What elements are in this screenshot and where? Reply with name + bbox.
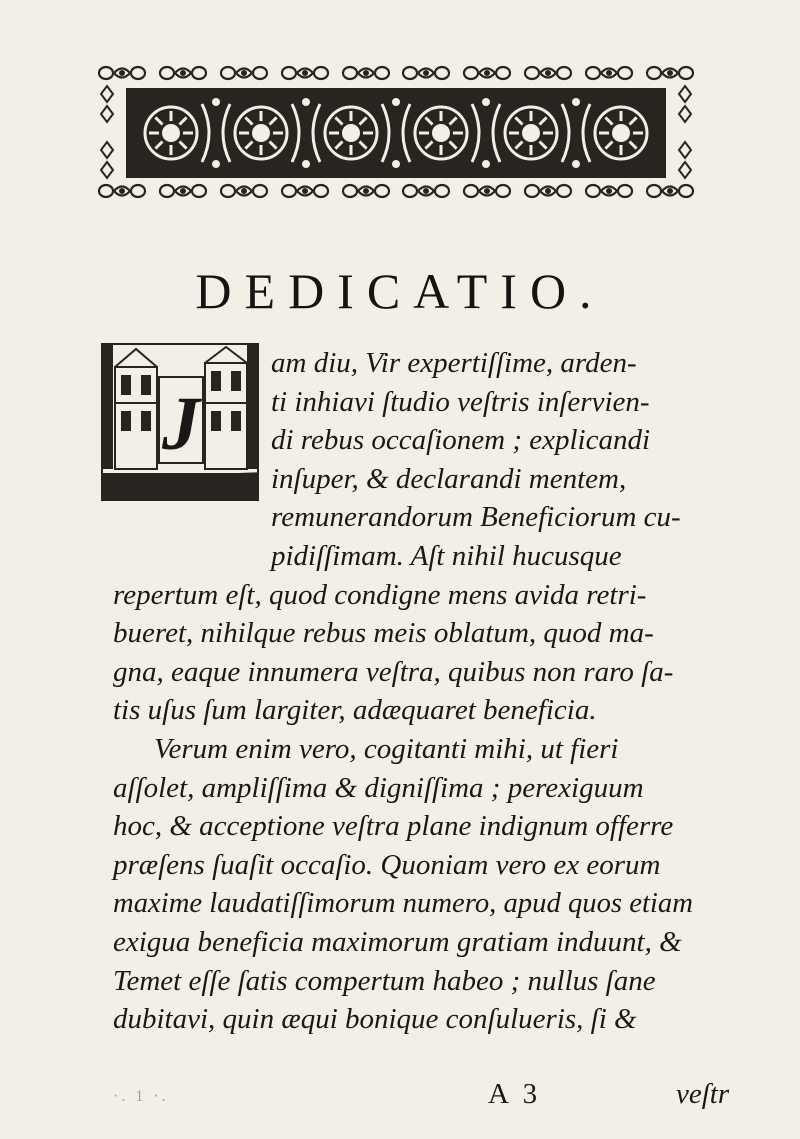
text-line: remunerandorum Beneficiorum cu-	[271, 501, 681, 534]
signature-mark: A 3	[488, 1078, 542, 1110]
text-line: exigua beneficia maximorum gratiam induunt, &	[113, 926, 682, 958]
fleuron-icon	[96, 180, 148, 202]
text-line: inſuper, & declarandi mentem,	[271, 462, 627, 495]
fleuron-icon	[677, 140, 693, 180]
fleuron-icon	[400, 180, 452, 202]
initial-letter: J	[162, 382, 200, 466]
fleuron-icon	[279, 62, 331, 84]
text-line: di rebus occaſionem ; explicandi	[271, 424, 651, 457]
text-line: aſſolet, ampliſſima & digniſſima ; perexiguum	[113, 771, 644, 804]
text-line: tis uſus ſum largiter, adæquaret beneficia.	[113, 694, 597, 727]
fleuron-icon	[218, 180, 270, 202]
decorated-initial	[101, 343, 259, 501]
fleuron-icon	[279, 180, 331, 202]
text-line: Verum enim vero, cogitanti mihi, ut fieri	[154, 733, 619, 765]
fleuron-icon	[522, 180, 574, 202]
text-line: am diu, Vir expertiſſime, arden-	[271, 347, 637, 379]
ornamental-band-icon	[126, 88, 666, 178]
fleuron-border-bottom	[96, 180, 696, 202]
fleuron-icon	[96, 62, 148, 84]
fleuron-icon	[99, 84, 115, 124]
fleuron-icon	[400, 62, 452, 84]
text-line: præſens ſuaſit occaſio. Quoniam vero ex eorum	[113, 848, 661, 881]
text-line: maxime laudatiſſimorum numero, apud quos etiam	[113, 887, 693, 920]
fleuron-icon	[340, 180, 392, 202]
text-line: hoc, & acceptione veſtra plane indignum offerre	[113, 810, 674, 843]
text-line: repertum eſt, quod condigne mens avida retri-	[113, 578, 647, 611]
text-line: bueret, nihilque rebus meis oblatum, quod ma-	[113, 617, 654, 650]
fleuron-icon	[461, 180, 513, 202]
fleuron-icon	[583, 62, 635, 84]
marginal-mark: ·. 1 ·.	[113, 1088, 169, 1105]
catchword: veſtr	[676, 1078, 730, 1110]
fleuron-icon	[583, 180, 635, 202]
page-title: DEDICATIO.	[195, 263, 605, 319]
fleuron-icon	[461, 62, 513, 84]
text-line: Temet eſſe ſatis compertum habeo ; nullus ſane	[113, 964, 656, 997]
fleuron-icon	[99, 140, 115, 180]
ornamental-headpiece	[96, 62, 696, 202]
text-line: pidiſſimam. Aſt nihil hucusque	[271, 540, 622, 572]
text-line: ti inhiavi ſtudio veſtris inſervien-	[271, 385, 650, 418]
fleuron-icon	[157, 62, 209, 84]
fleuron-icon	[644, 62, 696, 84]
text-line: gna, eaque innumera veſtra, quibus non raro ſa-	[113, 655, 674, 688]
fleuron-icon	[677, 84, 693, 124]
fleuron-border-right	[674, 84, 696, 180]
fleuron-icon	[218, 62, 270, 84]
fleuron-border-left	[96, 84, 118, 180]
fleuron-icon	[157, 180, 209, 202]
text-line: dubitavi, quin æqui bonique conſulueris, ſi &	[113, 1003, 637, 1036]
fleuron-icon	[644, 180, 696, 202]
fleuron-icon	[522, 62, 574, 84]
fleuron-border-top	[96, 62, 696, 84]
fleuron-icon	[340, 62, 392, 84]
